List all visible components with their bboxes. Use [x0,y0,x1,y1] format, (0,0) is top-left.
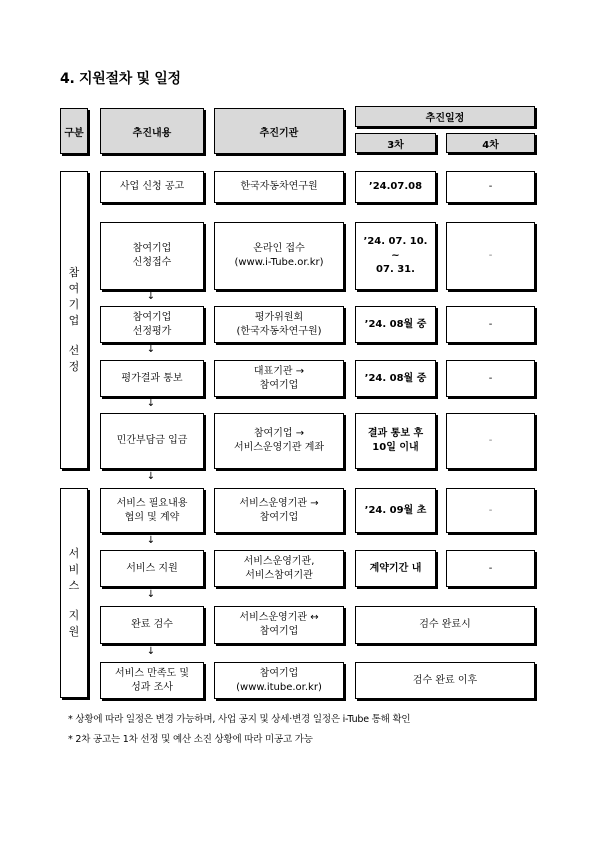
row-round4: - [446,413,535,469]
header-schedule: 추진일정 [355,106,535,127]
header-agency: 추진기관 [214,108,344,154]
flow-arrow: ↓ [146,535,156,546]
row-agency: 서비스운영기관 → 참여기업 [214,488,344,533]
row-content: 서비스 필요내용 협의 및 계약 [100,488,204,533]
row-round3: ’24. 07. 10. ~ 07. 31. [355,222,436,290]
row-content: 평가결과 통보 [100,360,204,397]
row-agency: 온라인 접수 (www.i-Tube.or.kr) [214,222,344,290]
group-char: 서 [68,547,80,560]
group-char: 기 [68,298,80,311]
group-char: 지 [68,609,80,622]
row-agency: 서비스운영기관 ↔ 참여기업 [214,606,344,644]
row-round3: ’24. 09월 초 [355,488,436,533]
row-content: 사업 신청 공고 [100,171,204,203]
row-schedule-merged: 검수 완료시 [355,606,535,644]
group-char: 참 [68,266,80,279]
flow-arrow: ↓ [146,344,156,355]
group-service-support [60,488,88,698]
row-round4: - [446,360,535,397]
section-title: 4. 지원절차 및 일정 [60,71,181,87]
row-round4: - [446,488,535,533]
row-content: 민간부담금 입금 [100,413,204,469]
header-category: 구분 [60,108,88,154]
row-round4: - [446,306,535,343]
row-agency: 참여기업 → 서비스운영기관 계좌 [214,413,344,469]
row-round4: - [446,171,535,203]
footnote: * 상황에 따라 일정은 변경 가능하며, 사업 공지 및 상세·변경 일정은 i-Tube 통해 확인 [68,714,411,725]
row-round3: 결과 통보 후 10일 이내 [355,413,436,469]
row-round4: - [446,222,535,290]
group-char: 비 [68,563,80,576]
row-round3: ’24. 08월 중 [355,360,436,397]
flow-arrow: ↓ [146,589,156,600]
flow-arrow: ↓ [146,398,156,409]
group-char: 업 [68,314,80,327]
row-agency: 서비스운영기관, 서비스참여기관 [214,550,344,587]
flow-arrow: ↓ [146,646,156,657]
footnote: * 2차 공고는 1차 선정 및 예산 소진 상황에 따라 미공고 가능 [68,734,313,745]
row-round4: - [446,550,535,587]
row-content: 서비스 지원 [100,550,204,587]
row-round3: ’24.07.08 [355,171,436,203]
row-content: 참여기업 신청접수 [100,222,204,290]
row-agency: 평가위원회 (한국자동차연구원) [214,306,344,343]
row-content: 서비스 만족도 및 성과 조사 [100,662,204,699]
group-char: 원 [68,625,80,638]
header-content: 추진내용 [100,108,204,154]
row-schedule-merged: 검수 완료 이후 [355,662,535,699]
row-round3: ’24. 08월 중 [355,306,436,343]
row-agency: 한국자동차연구원 [214,171,344,203]
row-round3: 계약기간 내 [355,550,436,587]
header-round3: 3차 [355,133,436,153]
flow-arrow: ↓ [146,471,156,482]
row-content: 완료 검수 [100,606,204,644]
group-char: 스 [68,579,80,592]
group-char: 여 [68,282,80,295]
row-content: 참여기업 선정평가 [100,306,204,343]
header-round4: 4차 [446,133,535,153]
row-agency: 대표기관 → 참여기업 [214,360,344,397]
row-agency: 참여기업 (www.itube.or.kr) [214,662,344,699]
flow-arrow: ↓ [146,291,156,302]
group-participant-selection [60,171,88,469]
group-char: 정 [68,360,80,373]
group-char: 선 [68,344,80,357]
